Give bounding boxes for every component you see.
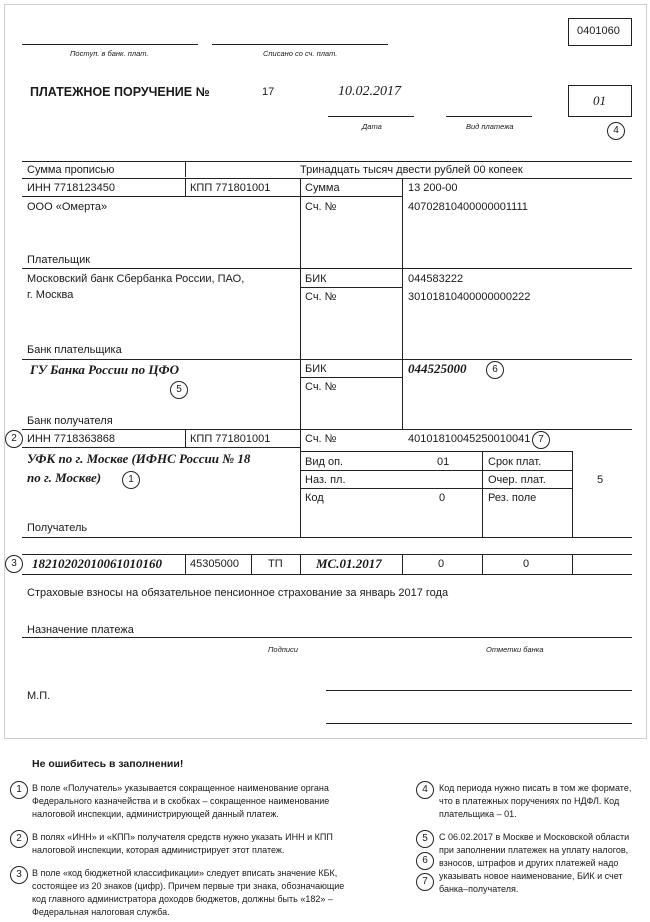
order-label: Очер. плат. — [488, 474, 546, 486]
payment-type-label: Вид платежа — [466, 122, 514, 131]
recipient-name-line2: по г. Москве) — [27, 470, 102, 485]
marker-5: 5 — [170, 381, 188, 399]
rule — [185, 429, 186, 447]
rule — [300, 359, 301, 429]
rule — [185, 178, 186, 196]
purpose-short-label: Наз. пл. — [305, 474, 346, 486]
note-2: В полях «ИНН» и «КПП» получателя средств нужно указать ИНН и КПП налоговой инспекции, которая администрирует этот платеж. — [32, 832, 333, 855]
rule — [300, 377, 402, 378]
received-line — [22, 44, 198, 45]
rule — [482, 451, 483, 537]
oktmo: 45305000 — [190, 558, 239, 570]
note-marker-7: 7 — [416, 873, 434, 891]
recipient-label: Получатель — [27, 522, 88, 534]
period: МС.01.2017 — [316, 556, 382, 571]
rule — [300, 287, 402, 288]
signature-line-1 — [326, 690, 632, 691]
doc-number: 0 — [438, 558, 445, 570]
payer-bank-city: г. Москва — [27, 289, 74, 301]
payer-account-label: Сч. № — [305, 201, 337, 213]
rule — [22, 178, 632, 179]
payer-kpp: КПП 771801001 — [190, 182, 271, 194]
recipient-corr-label: Сч. № — [305, 381, 337, 393]
recipient-account-label: Сч. № — [305, 433, 337, 445]
sum-words-label: Сумма прописью — [27, 164, 115, 176]
note-marker-4: 4 — [416, 781, 434, 799]
order-number: 17 — [262, 86, 275, 98]
note-marker-3: 3 — [10, 866, 28, 884]
note-1: В поле «Получатель» указывается сокращенное наименование органа Федерального казначейства и в скобках – сокращенное наименование налоговой инспекции, администрирующей данный платеж. — [32, 783, 330, 819]
rule — [22, 196, 300, 197]
recipient-kpp: КПП 771801001 — [190, 433, 271, 445]
note-3: В поле «код бюджетной классификации» следует вписать значение КБК, состоящее из 20 знаков (цифр). Причем первые три знака, обозначающие код главного администратора доходов бюджетов, должны быть «182» – Федеральная налоговая служба. — [32, 868, 345, 917]
debited-label: Списано со сч. плат. — [263, 49, 338, 58]
form-title: ПЛАТЕЖНОЕ ПОРУЧЕНИЕ № — [30, 85, 210, 99]
debited-line — [212, 44, 388, 45]
sum-value: 13 200-00 — [408, 182, 458, 194]
marker-4: 4 — [607, 122, 625, 140]
recipient-bik: 044525000 — [408, 361, 467, 376]
received-label: Поступ. в банк. плат. — [70, 49, 149, 58]
rule — [22, 447, 300, 448]
sum-words: Тринадцать тысяч двести рублей 00 копеек — [300, 164, 523, 176]
bank-marks-label: Отметки банка — [486, 645, 544, 654]
note-marker-1: 1 — [10, 781, 28, 799]
rule — [22, 537, 632, 538]
note-4: Код периода нужно писать в том же формате, что в платежных поручениях по НДФЛ. Код плательщика – 01. — [439, 783, 632, 819]
payer-bank: Московский банк Сбербанка России, ПАО, — [27, 273, 245, 285]
payer-label: Плательщик — [27, 254, 91, 266]
marker-7: 7 — [532, 431, 550, 449]
rule — [22, 359, 632, 360]
signatures-label: Подписи — [268, 645, 298, 654]
rule — [482, 554, 483, 574]
note-marker-5: 5 — [416, 830, 434, 848]
form-code: 0401060 — [577, 25, 620, 37]
payer-account: 40702810400000001111 — [408, 201, 528, 213]
rule — [185, 161, 186, 177]
status-box — [568, 85, 632, 117]
marker-2: 2 — [5, 430, 23, 448]
kbk: 18210202010061010160 — [32, 556, 162, 571]
deadline-label: Срок плат. — [488, 456, 542, 468]
date-label: Дата — [362, 122, 382, 131]
recipient-bik-label: БИК — [305, 363, 327, 375]
purpose-label: Назначение платежа — [27, 624, 134, 636]
rule — [251, 554, 252, 574]
rule — [572, 554, 573, 574]
payer-bik-label: БИК — [305, 273, 327, 285]
marker-3: 3 — [5, 555, 23, 573]
date-line — [328, 116, 414, 117]
recipient-name-line1: УФК по г. Москве (ИФНС России № 18 — [27, 451, 251, 466]
payer-name: ООО «Омерта» — [27, 201, 108, 213]
rule — [22, 268, 632, 269]
recipient-bank-label: Банк получателя — [27, 415, 113, 427]
marker-6: 6 — [486, 361, 504, 379]
rule — [300, 429, 301, 537]
form-code-box — [568, 18, 632, 46]
rule — [402, 554, 403, 574]
rule — [300, 451, 572, 452]
rule — [402, 359, 403, 429]
rule — [300, 554, 301, 574]
recipient-bank: ГУ Банка России по ЦФО — [30, 362, 180, 377]
op-type-value: 01 — [437, 456, 450, 468]
order-value: 5 — [597, 474, 604, 486]
code-value: 0 — [439, 492, 446, 504]
rule — [22, 161, 632, 162]
rule — [185, 554, 186, 574]
purpose-text: Страховые взносы на обязательное пенсионное страхование за январь 2017 года — [27, 587, 449, 599]
status-code: 01 — [593, 93, 606, 108]
sum-label: Сумма — [305, 182, 340, 194]
payer-inn: ИНН 7718123450 — [27, 182, 116, 194]
rule — [22, 429, 632, 430]
payer-bank-label: Банк плательщика — [27, 344, 122, 356]
recipient-inn: ИНН 7718363868 — [27, 433, 116, 445]
op-type-label: Вид оп. — [305, 456, 344, 468]
payer-bik: 044583222 — [408, 273, 464, 285]
rule — [300, 178, 301, 360]
note-marker-6: 6 — [416, 852, 434, 870]
payer-corr-label: Сч. № — [305, 291, 337, 303]
basis: ТП — [268, 558, 283, 570]
doc-date: 0 — [523, 558, 530, 570]
payment-type-line — [446, 116, 532, 117]
rule — [22, 574, 632, 575]
rule — [300, 196, 402, 197]
rule — [300, 488, 572, 489]
code-label: Код — [305, 492, 324, 504]
rule — [572, 451, 573, 537]
rule — [402, 178, 403, 360]
note-marker-2: 2 — [10, 830, 28, 848]
marker-1: 1 — [122, 471, 140, 489]
note-5: С 06.02.2017 в Москве и Московской области при заполнении платежек на уплату налогов, взносов, штрафов и других платежей надо указывать новое наименование, БИК и счет банка–получателя. — [439, 832, 630, 894]
rule — [300, 470, 572, 471]
signature-line-2 — [326, 723, 632, 724]
recipient-account: 40101810045250010041 — [408, 433, 531, 445]
stamp-label: М.П. — [27, 690, 51, 702]
rule — [22, 554, 632, 555]
order-date: 10.02.2017 — [338, 84, 401, 99]
notes-heading: Не ошибитесь в заполнении! — [32, 758, 184, 770]
payer-corr-account: 30101810400000000222 — [408, 291, 531, 303]
rule — [22, 637, 632, 638]
reserve-label: Рез. поле — [488, 492, 537, 504]
